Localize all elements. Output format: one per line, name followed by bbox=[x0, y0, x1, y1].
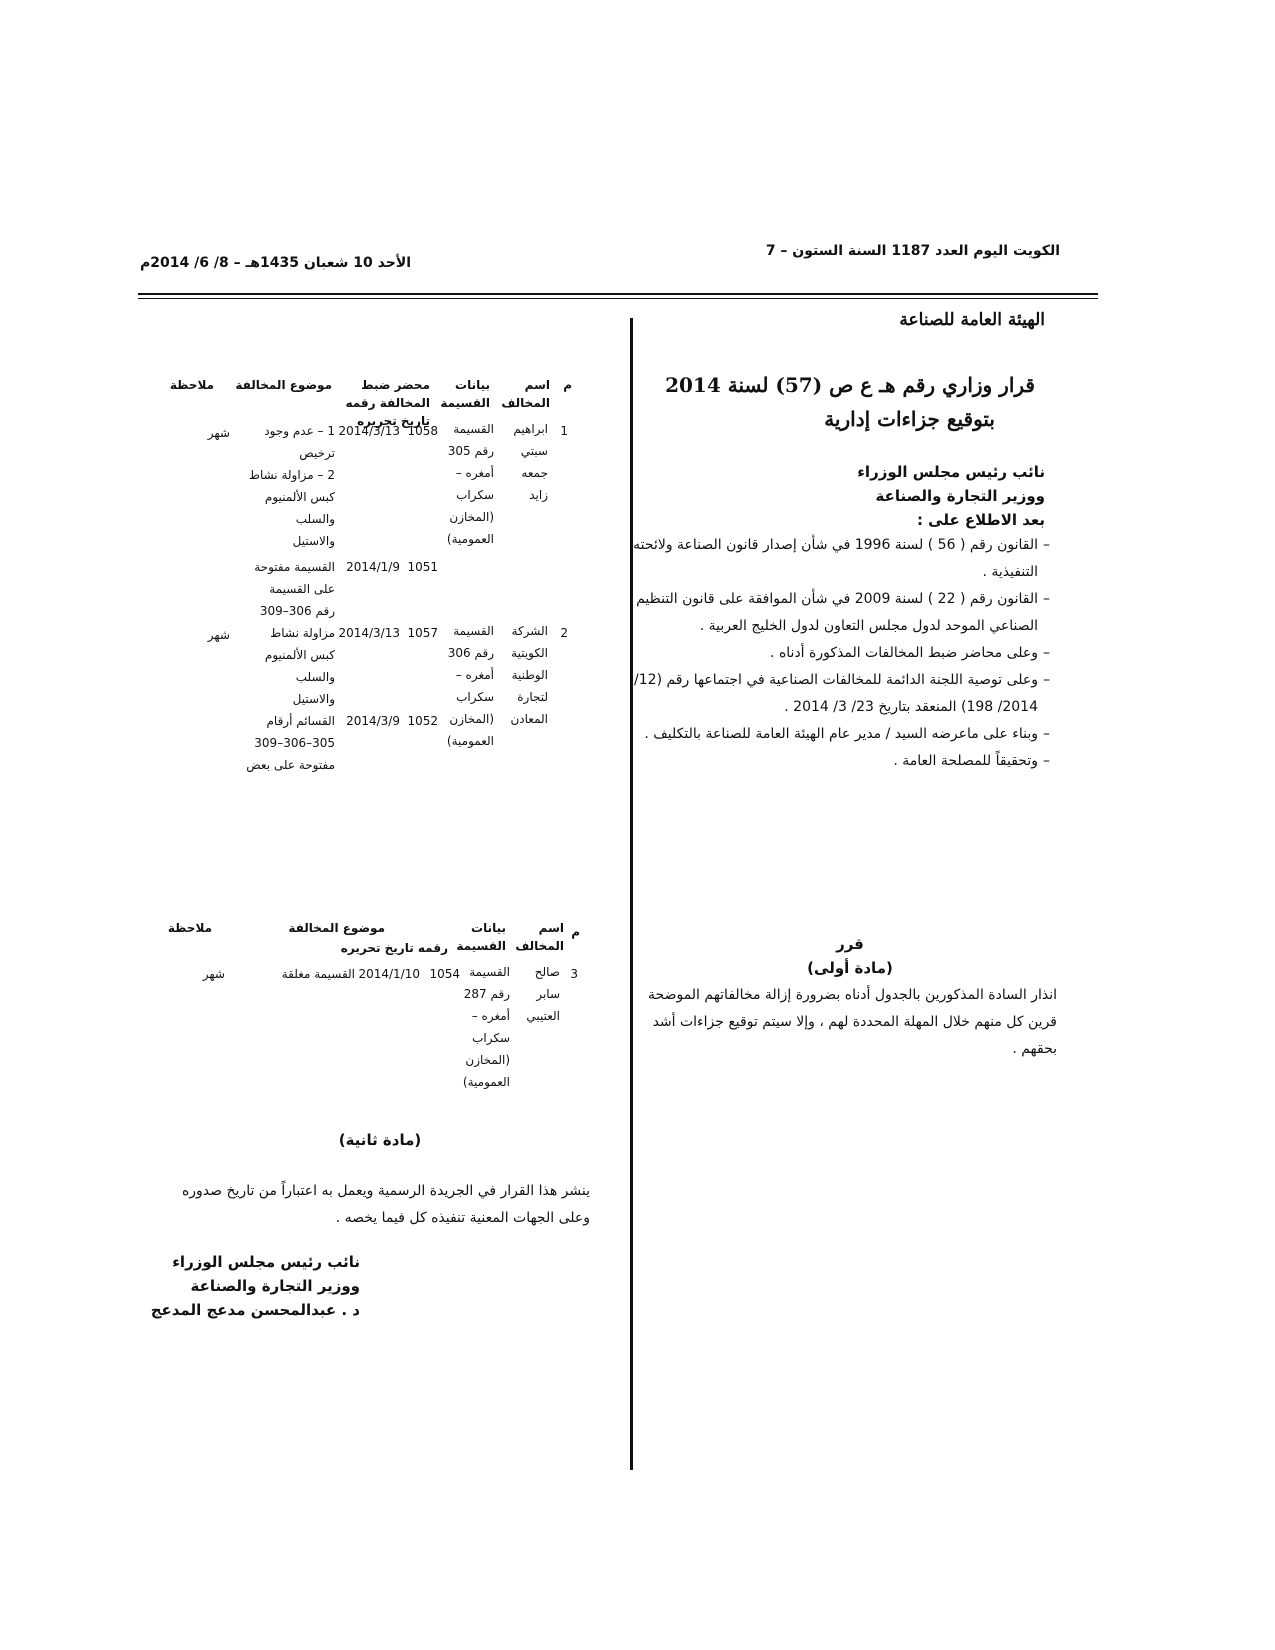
article2-text: ينشر هذا القرار في الجريدة الرسمية ويعمل به اعتباراً من تاريخ صدوره وعلى الجهات المعنية تنفيذه كل فيما يخصه . bbox=[181, 1183, 590, 1226]
article2-title: (مادة ثانية) bbox=[338, 1131, 422, 1149]
decided-heading bbox=[790, 932, 910, 980]
preamble-item: – القانون رقم ( 56 ) لسنة 1996 في شأن إصدار قانون الصناعة ولائحته التنفيذية . bbox=[630, 532, 1050, 586]
row1-note: شهر bbox=[207, 426, 230, 440]
row2-note: شهر bbox=[207, 628, 230, 642]
header-rule-thin bbox=[138, 298, 1098, 299]
row3-record: 1054 bbox=[429, 967, 460, 981]
row1-date-a: 2014/3/13 bbox=[338, 424, 400, 438]
row2-date-b: 2014/3/9 bbox=[346, 714, 400, 728]
row3-name: صالح سابر العتيبي bbox=[526, 965, 560, 1023]
col-header-note: ملاحظة bbox=[167, 921, 212, 935]
row1-date-b: 2014/1/9 bbox=[346, 560, 400, 574]
col-header-num: م bbox=[563, 378, 572, 392]
col-header-subject: موضوع المخالفة bbox=[288, 921, 385, 935]
header-right: الكويت اليوم العدد 1187 السنة الستون – 7 bbox=[765, 243, 1060, 259]
preamble: بعد الاطلاع على : bbox=[916, 511, 1045, 529]
violations-table-1 bbox=[150, 370, 590, 790]
row2-record-a: 1057 bbox=[407, 626, 438, 640]
signature-block bbox=[151, 1250, 360, 1322]
col-header-note: ملاحظة bbox=[169, 378, 214, 392]
row1-subject-a: 1 – عدم وجود ترخيص 2 – مزاولة نشاط كبس الألمنيوم والسلب والاستيل bbox=[248, 424, 335, 548]
col-header-plot: بيانات القسيمة bbox=[440, 378, 490, 410]
signature-line1: نائب رئيس مجلس الوزراء bbox=[172, 1253, 360, 1271]
column-divider bbox=[630, 318, 633, 1470]
col-header-subject: موضوع المخالفة bbox=[235, 378, 332, 392]
issuer-line1: نائب رئيس مجلس الوزراء bbox=[857, 463, 1045, 481]
row2-plot: القسيمة رقم 306 أمغره – سكراب (المخازن العمومية) bbox=[446, 624, 494, 748]
col-header-num: م bbox=[571, 925, 580, 939]
row2-subject-a: مزاولة نشاط كبس الألمنيوم والسلب والاستيل bbox=[264, 626, 335, 706]
row1-name: ابراهيم سبتي جمعه زايد bbox=[513, 422, 548, 502]
issuer-line2: ووزير التجارة والصناعة bbox=[875, 487, 1045, 505]
decree-title-line2: بتوقيع جزاءات إدارية bbox=[824, 407, 995, 431]
decree-title-line1: قرار وزاري رقم هـ ع ص (57) لسنة 2014 bbox=[665, 373, 1035, 397]
preamble-item: – وبناء على ماعرضه السيد / مدير عام الهيئة العامة للصناعة بالتكليف . bbox=[630, 721, 1050, 748]
article1-title: (مادة أولى) bbox=[807, 959, 893, 977]
preamble-list bbox=[630, 532, 1050, 775]
preamble-item: – القانون رقم ( 22 ) لسنة 2009 في شأن الموافقة على قانون التنظيم الصناعي الموحد لدول مجلس التعاون لدول الخليج العربية . bbox=[630, 586, 1050, 640]
row2-record-b: 1052 bbox=[407, 714, 438, 728]
col-header-name: اسم المخالف bbox=[515, 921, 564, 953]
preamble-item: – وتحقيقاً للمصلحة العامة . bbox=[630, 748, 1050, 775]
row3-note: شهر bbox=[202, 967, 225, 981]
header-left: الأحد 10 شعبان 1435هـ – 8/ 6/ 2014م bbox=[140, 255, 412, 271]
row3-subject: القسيمة مغلقة bbox=[281, 967, 355, 981]
col-header-name: اسم المخالف bbox=[501, 378, 550, 410]
row2-name: الشركة الكويتية الوطنية لتجارة المعادن bbox=[510, 624, 548, 726]
row2-num: 2 bbox=[560, 626, 568, 640]
row1-record-b: 1051 bbox=[407, 560, 438, 574]
col-header-record: محضر ضبط المخالفة رقمه تاريخ تحريره bbox=[345, 378, 430, 428]
row1-subject-b: القسيمة مفتوحة على القسيمة رقم 306–309 bbox=[254, 560, 335, 618]
authority-name: الهيئة العامة للصناعة bbox=[899, 310, 1045, 330]
row2-date-a: 2014/3/13 bbox=[338, 626, 400, 640]
row1-num: 1 bbox=[560, 424, 568, 438]
row3-plot: القسيمة رقم 287 أمغره – سكراب (المخازن العمومية) bbox=[462, 965, 510, 1089]
decided-label: قرر bbox=[836, 935, 864, 953]
row1-record-a: 1058 bbox=[407, 424, 438, 438]
signature-name: د . عبدالمحسن مدعج المدعج bbox=[150, 1301, 360, 1319]
article1-text: انذار السادة المذكورين بالجدول أدناه بضرورة إزالة مخالفاتهم الموضحة قرين كل منهم خلال المهلة المحددة لهم ، وإلا سيتم توقيع جزاءات أشد بحقهم . bbox=[648, 987, 1057, 1057]
row3-num: 3 bbox=[570, 967, 578, 981]
preamble-item: – وعلى محاضر ضبط المخالفات المذكورة أدناه . bbox=[630, 640, 1050, 667]
decree-title bbox=[665, 368, 1035, 436]
signature-line2: ووزير التجارة والصناعة bbox=[190, 1277, 360, 1295]
col-header-record: رقمه تاريخ تحريره bbox=[340, 941, 448, 955]
row1-plot: القسيمة رقم 305 أمغره – سكراب (المخازن العمومية) bbox=[446, 422, 494, 546]
col-header-plot: بيانات القسيمة bbox=[456, 921, 506, 953]
row3-date: 2014/1/10 bbox=[358, 967, 420, 981]
preamble-item: – وعلى توصية اللجنة الدائمة للمخالفات الصناعية في اجتماعها رقم (12/ 2014/ 198) المنعقد بتاريخ 23/ 3/ 2014 . bbox=[630, 667, 1050, 721]
header-rule bbox=[138, 293, 1098, 295]
row2-subject-b: القسائم أرقام 305–306–309 مفتوحة على بعض bbox=[246, 714, 335, 772]
violations-table-2 bbox=[150, 915, 590, 1125]
issuer bbox=[857, 460, 1045, 532]
